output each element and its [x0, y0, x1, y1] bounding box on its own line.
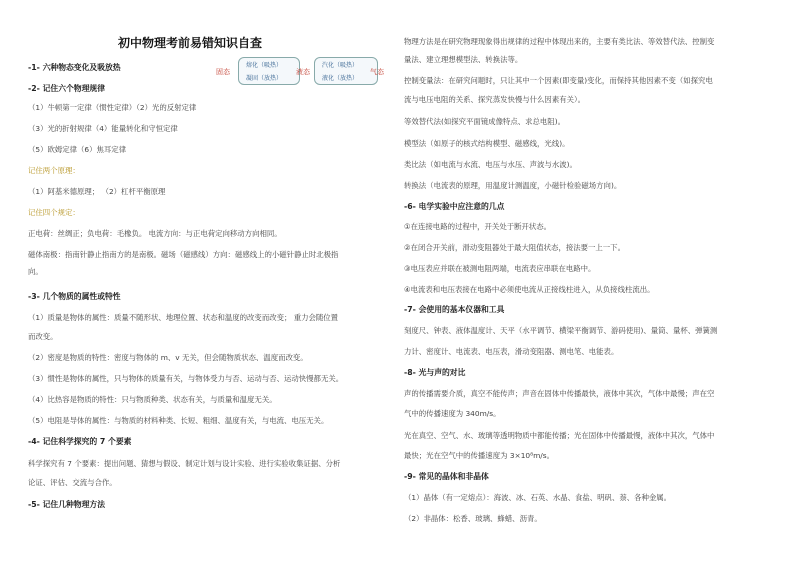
text-line: 气中的传播速度为 340m/s。 — [404, 409, 501, 418]
text-line: （2）非晶体：松香、玻璃、蜂蜡、沥青。 — [404, 514, 542, 523]
page-title: 初中物理考前易错知识自查 — [118, 36, 263, 50]
text-line: 光在真空、空气、水、玻璃等透明物质中都能传播；光在固体中传播最慢，液体中其次，气体中 — [404, 431, 715, 440]
solid-label: 固态 — [216, 68, 230, 76]
rules-title: 记住四个规定： — [28, 208, 80, 217]
section-7-heading: -7- 会使用的基本仪器和工具 — [404, 305, 505, 314]
text-line: （1）阿基米德原理； （2）杠杆平衡原理 — [28, 187, 166, 196]
section-8-heading: -8- 光与声的对比 — [404, 368, 466, 377]
section-4-heading: -4- 记住科学探究的 7 个要素 — [28, 437, 132, 446]
text-line: 向。 — [28, 267, 43, 276]
section-9-heading: -9- 常见的晶体和非晶体 — [404, 472, 489, 481]
text-line: （1）牛顿第一定律（惯性定律）（2）光的反射定律 — [28, 103, 197, 112]
text-line: 量法、建立理想模型法、转换法等。 — [404, 55, 523, 64]
text-line: （1）质量是物体的属性：质量不随形状、地理位置、状态和温度的改变而改变； 重力会随位置 — [28, 313, 339, 322]
gas-label: 气态 — [370, 68, 384, 76]
section-3-heading: -3- 几个物质的属性或特性 — [28, 292, 121, 301]
text-line: 物理方法是在研究物理现象得出规律的过程中体现出来的，主要有类比法、等效替代法、控制变 — [404, 37, 715, 46]
text-line: （4）比热容是物质的特性：只与物质种类、状态有关，与质量和温度无关。 — [28, 395, 277, 404]
vaporizing-label: 汽化（吸热） — [322, 62, 359, 69]
text-line: （1）晶体（有一定熔点）：海波、冰、石英、水晶、食盐、明矾、萘、各种金属。 — [404, 493, 672, 502]
text-line: （2）密度是物质的特性：密度与物体的 m、v 无关，但会随物质状态、温度而改变。 — [28, 353, 308, 362]
text-line: 流与电压电阻的关系、探究蒸发快慢与什么因素有关）。 — [404, 95, 586, 104]
principles-title: 记住两个原理： — [28, 166, 80, 175]
text-line: 最快；光在空气中的传播速度为 3×10⁸m/s。 — [404, 451, 555, 460]
phase-change-diagram — [218, 57, 388, 85]
text-line: 类比法（如电流与水流、电压与水压、声波与水波)。 — [404, 160, 577, 169]
text-line: 等效替代法(如探究平面镜成像特点、求总电阻)。 — [404, 117, 565, 126]
section-5-heading: -5- 记住几种物理方法 — [28, 500, 105, 509]
text-line: 力计、密度计、电流表、电压表，滑动变阻器、测电笔、电能表。 — [404, 347, 619, 356]
section-2-heading: -2- 记住六个物理规律 — [28, 84, 105, 93]
text-line: 正电荷：丝绸正；负电荷：毛橡负。 电流方向：与正电荷定向移动方向相同。 — [28, 229, 282, 238]
text-line: ①在连接电路的过程中，开关处于断开状态。 — [404, 222, 552, 231]
text-line: 刻度尺、钟表、液体温度计、天平（水平调节、横梁平衡调节、游码使用)、量筒、量杯、弹簧测 — [404, 326, 718, 335]
text-line: （3）惯性是物体的属性，只与物体的质量有关，与物体受力与否、运动与否、运动快慢都无关。 — [28, 374, 344, 383]
text-line: （5）欧姆定律（6）焦耳定律 — [28, 145, 127, 154]
text-line: 磁体南极：指南针静止指南方的是南极。磁场（磁感线）方向：磁感线上的小磁针静止时北极指 — [28, 250, 339, 259]
text-line: ③电压表应并联在被测电阻两端，电流表应串联在电路中。 — [404, 264, 596, 273]
text-line: （3）光的折射规律（4）能量转化和守恒定律 — [28, 124, 178, 133]
text-line: 科学探究有 7 个要素：提出问题、猜想与假设、制定计划与设计实验、进行实验收集证据、分析 — [28, 459, 341, 468]
section-6-heading: -6- 电学实验中应注意的几点 — [404, 202, 505, 211]
solidifying-label: 凝固（放热） — [246, 75, 283, 82]
text-line: 转换法（电流表的原理，用温度计测温度，小磁针检验磁场方向)。 — [404, 181, 622, 190]
melting-label: 熔化（吸热） — [246, 62, 283, 69]
text-line: ②在闭合开关前，滑动变阻器处于最大阻值状态，接法要一上一下。 — [404, 243, 625, 252]
text-line: 声的传播需要介质，真空不能传声；声音在固体中传播最快，液体中其次，气体中最慢；声在空 — [404, 389, 715, 398]
text-line: ④电流表和电压表接在电路中必须使电流从正接线柱进入，从负接线柱流出。 — [404, 285, 655, 294]
liquefying-label: 液化（放热） — [322, 75, 359, 82]
text-line: 而改变。 — [28, 332, 58, 341]
text-line: （5）电阻是导体的属性：与物质的材料种类、长短、粗细、温度有关，与电流、电压无关。 — [28, 416, 329, 425]
text-line: 论证、评估、交流与合作。 — [28, 478, 117, 487]
section-1-heading: -1- 六种物态变化及吸放热 — [28, 63, 121, 72]
liquid-label: 液态 — [296, 68, 310, 76]
text-line: 模型法（如原子的核式结构模型、磁感线，光线)。 — [404, 139, 570, 148]
text-line: 控制变量法：在研究问题时，只让其中一个因素(即变量)变化，而保持其他因素不变（如探究电 — [404, 76, 713, 85]
